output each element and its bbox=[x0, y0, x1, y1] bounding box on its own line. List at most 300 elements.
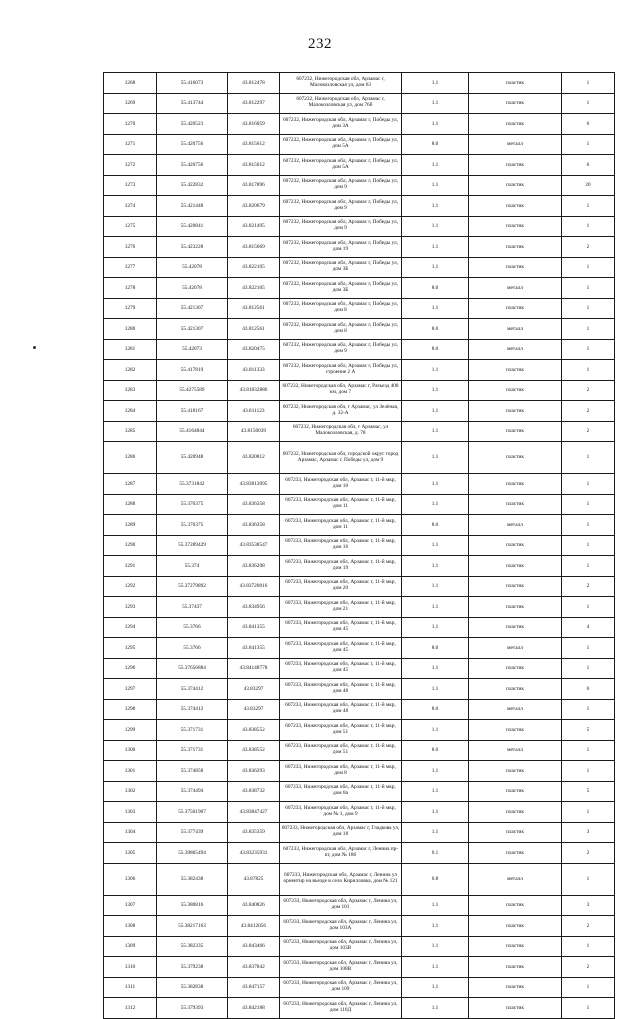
latitude-cell: 55.42078 bbox=[157, 278, 228, 299]
count-cell: 5 bbox=[562, 720, 615, 741]
count-cell: 1 bbox=[562, 556, 615, 577]
address-cell: 607232, Нижегородская обл, Арзамас г, Победы ул, дом 9 bbox=[280, 216, 402, 237]
table-row bbox=[104, 319, 615, 340]
table-row bbox=[104, 216, 615, 237]
address-cell: 607232, Нижегородская обл, Арзамас г, Победы ул, дом 9 bbox=[280, 175, 402, 196]
count-cell: 2 bbox=[562, 237, 615, 258]
table-row bbox=[104, 339, 615, 360]
count-cell: 1 bbox=[562, 658, 615, 679]
table-row bbox=[104, 977, 615, 998]
latitude-cell: 55.37279892 bbox=[157, 576, 228, 597]
latitude-cell: 55.422832 bbox=[157, 175, 228, 196]
volume-cell: 1.1 bbox=[402, 114, 469, 135]
row-number-cell: 1305 bbox=[104, 843, 157, 864]
address-cell: 607233, Нижегородская обл, Арзамас г, 11-й мкр, дом 45 bbox=[280, 617, 402, 638]
latitude-cell: 55.420523 bbox=[157, 114, 228, 135]
table-row bbox=[104, 597, 615, 618]
material-cell: пластик bbox=[469, 843, 562, 864]
address-cell: 607233, Нижегородская обл, Арзамас г, 11-й мкр, дом 45 bbox=[280, 638, 402, 659]
address-cell: 607233, Нижегородская обл, Арзамас г, 11-й мкр, дом 45 bbox=[280, 658, 402, 679]
longitude-cell: 43.83538547 bbox=[228, 535, 280, 556]
longitude-cell: 43.843466 bbox=[228, 936, 280, 957]
row-number-cell: 1268 bbox=[104, 73, 157, 94]
count-cell: 1 bbox=[562, 474, 615, 495]
count-cell: 1 bbox=[562, 298, 615, 319]
material-cell: пластик bbox=[469, 998, 562, 1019]
count-cell: 1 bbox=[562, 442, 615, 474]
count-cell: 5 bbox=[562, 781, 615, 802]
volume-cell: 1.1 bbox=[402, 802, 469, 823]
row-number-cell: 1283 bbox=[104, 380, 157, 401]
row-number-cell: 1310 bbox=[104, 957, 157, 978]
longitude-cell: 43.815612 bbox=[228, 155, 280, 176]
volume-cell: 1.1 bbox=[402, 442, 469, 474]
material-cell: металл bbox=[469, 319, 562, 340]
row-number-cell: 1291 bbox=[104, 556, 157, 577]
count-cell: 1 bbox=[562, 535, 615, 556]
row-number-cell: 1281 bbox=[104, 339, 157, 360]
count-cell: 1 bbox=[562, 73, 615, 94]
latitude-cell: 55.382838 bbox=[157, 977, 228, 998]
address-cell: 607232, Нижегородская обл, Арзамас г, Победы ул, дом 9 bbox=[280, 196, 402, 217]
table-row bbox=[104, 720, 615, 741]
material-cell: пластик bbox=[469, 114, 562, 135]
latitude-cell: 55.38217163 bbox=[157, 916, 228, 937]
row-number-cell: 1284 bbox=[104, 401, 157, 422]
volume-cell: 8.0 bbox=[402, 319, 469, 340]
address-cell: 607233, Нижегородская обл, Арзамас г, Ленина ул, дом 101 bbox=[280, 895, 402, 916]
count-cell: 1 bbox=[562, 597, 615, 618]
count-cell: 6 bbox=[562, 114, 615, 135]
volume-cell: 1.1 bbox=[402, 895, 469, 916]
table-body bbox=[104, 73, 615, 1019]
material-cell: пластик bbox=[469, 895, 562, 916]
address-cell: 607233, Нижегородская обл, Арзамас г, 11-й мкр, дом 11 bbox=[280, 494, 402, 515]
longitude-cell: 43.811333 bbox=[228, 360, 280, 381]
address-cell: 607232, Нижегородская обл, Арзамас г, Разъезд 408 км, дом 7 bbox=[280, 380, 402, 401]
address-cell: 607232, Нижегородская обл, Арзамас г, Победы ул, дом 3Б bbox=[280, 278, 402, 299]
count-cell: 1 bbox=[562, 802, 615, 823]
latitude-cell: 55.420948 bbox=[157, 442, 228, 474]
material-cell: металл bbox=[469, 515, 562, 536]
longitude-cell: 43.815612 bbox=[228, 134, 280, 155]
address-cell: 607233, Нижегородская обл, Арзамас г, 11-й мкр, дом 8 bbox=[280, 761, 402, 782]
count-cell: 1 bbox=[562, 216, 615, 237]
count-cell: 2 bbox=[562, 916, 615, 937]
count-cell: 2 bbox=[562, 421, 615, 442]
count-cell: 1 bbox=[562, 977, 615, 998]
latitude-cell: 55.382438 bbox=[157, 863, 228, 895]
volume-cell: 1.1 bbox=[402, 474, 469, 495]
latitude-cell: 55.379393 bbox=[157, 998, 228, 1019]
volume-cell: 1.1 bbox=[402, 916, 469, 937]
material-cell: пластик bbox=[469, 977, 562, 998]
longitude-cell: 43.837842 bbox=[228, 957, 280, 978]
longitude-cell: 43.836358 bbox=[228, 494, 280, 515]
volume-cell: 1.1 bbox=[402, 237, 469, 258]
table-row bbox=[104, 175, 615, 196]
count-cell: 6 bbox=[562, 679, 615, 700]
table-row bbox=[104, 114, 615, 135]
longitude-cell: 43.838552 bbox=[228, 720, 280, 741]
material-cell: пластик bbox=[469, 916, 562, 937]
table-row bbox=[104, 781, 615, 802]
count-cell: 1 bbox=[562, 740, 615, 761]
material-cell: пластик bbox=[469, 802, 562, 823]
row-number-cell: 1298 bbox=[104, 699, 157, 720]
count-cell: 1 bbox=[562, 936, 615, 957]
volume-cell: 1.1 bbox=[402, 175, 469, 196]
count-cell: 2 bbox=[562, 957, 615, 978]
address-cell: 607232, Нижегородская обл, Арзамас г, Победы ул, строение 2 А bbox=[280, 360, 402, 381]
latitude-cell: 55.413744 bbox=[157, 93, 228, 114]
material-cell: пластик bbox=[469, 617, 562, 638]
count-cell: 2 bbox=[562, 576, 615, 597]
longitude-cell: 43.838732 bbox=[228, 781, 280, 802]
volume-cell: 1.1 bbox=[402, 196, 469, 217]
volume-cell: 0.1 bbox=[402, 843, 469, 864]
row-number-cell: 1296 bbox=[104, 658, 157, 679]
longitude-cell: 43.83235931 bbox=[228, 843, 280, 864]
address-cell: 607233, Нижегородская обл, Арзамас г, 11-й мкр, дом 16 bbox=[280, 535, 402, 556]
material-cell: пластик bbox=[469, 401, 562, 422]
table-row bbox=[104, 895, 615, 916]
material-cell: пластик bbox=[469, 474, 562, 495]
row-number-cell: 1277 bbox=[104, 257, 157, 278]
table-row bbox=[104, 474, 615, 495]
table-row bbox=[104, 699, 615, 720]
volume-cell: 8.0 bbox=[402, 638, 469, 659]
row-number-cell: 1285 bbox=[104, 421, 157, 442]
latitude-cell: 55.382335 bbox=[157, 936, 228, 957]
material-cell: пластик bbox=[469, 421, 562, 442]
material-cell: пластик bbox=[469, 658, 562, 679]
row-number-cell: 1272 bbox=[104, 155, 157, 176]
address-cell: 607232, Нижегородская обл, Арзамас г, Победы ул, дом 3А bbox=[280, 114, 402, 135]
material-cell: пластик bbox=[469, 761, 562, 782]
row-number-cell: 1292 bbox=[104, 576, 157, 597]
material-cell: металл bbox=[469, 740, 562, 761]
material-cell: пластик bbox=[469, 936, 562, 957]
row-number-cell: 1299 bbox=[104, 720, 157, 741]
row-number-cell: 1289 bbox=[104, 515, 157, 536]
latitude-cell: 55.37501907 bbox=[157, 802, 228, 823]
material-cell: пластик bbox=[469, 257, 562, 278]
material-cell: металл bbox=[469, 638, 562, 659]
material-cell: пластик bbox=[469, 155, 562, 176]
material-cell: пластик bbox=[469, 196, 562, 217]
address-cell: 607232, Нижегородская обл, г Арзамас, ул Зелёная, д. 32-А bbox=[280, 401, 402, 422]
container-sites-table bbox=[103, 72, 615, 1019]
address-cell: 607232, Нижегородская обл, Арзамас г, Победы ул, дом 9 bbox=[280, 339, 402, 360]
volume-cell: 1.1 bbox=[402, 421, 469, 442]
table-row bbox=[104, 380, 615, 401]
longitude-cell: 43.83297 bbox=[228, 699, 280, 720]
latitude-cell: 55.374412 bbox=[157, 679, 228, 700]
table-row bbox=[104, 494, 615, 515]
volume-cell: 1.1 bbox=[402, 936, 469, 957]
longitude-cell: 43.836208 bbox=[228, 556, 280, 577]
table-row bbox=[104, 556, 615, 577]
longitude-cell: 43.812297 bbox=[228, 93, 280, 114]
count-cell: 1 bbox=[562, 257, 615, 278]
count-cell: 1 bbox=[562, 494, 615, 515]
address-cell: 607233, Нижегородская обл, Арзамас г, 11-й мкр, дом 48 bbox=[280, 699, 402, 720]
material-cell: пластик bbox=[469, 597, 562, 618]
count-cell: 1 bbox=[562, 699, 615, 720]
address-cell: 607232, Нижегородская обл, Арзамас г, Победы ул, дом 8 bbox=[280, 298, 402, 319]
row-number-cell: 1295 bbox=[104, 638, 157, 659]
volume-cell: 8.0 bbox=[402, 699, 469, 720]
count-cell: 1 bbox=[562, 278, 615, 299]
latitude-cell: 55.4164844 bbox=[157, 421, 228, 442]
volume-cell: 1.1 bbox=[402, 494, 469, 515]
material-cell: пластик bbox=[469, 216, 562, 237]
latitude-cell: 55.417819 bbox=[157, 360, 228, 381]
row-number-cell: 1300 bbox=[104, 740, 157, 761]
table-row bbox=[104, 761, 615, 782]
table-row bbox=[104, 957, 615, 978]
row-number-cell: 1275 bbox=[104, 216, 157, 237]
material-cell: металл bbox=[469, 699, 562, 720]
latitude-cell: 55.416073 bbox=[157, 73, 228, 94]
latitude-cell: 55.42078 bbox=[157, 257, 228, 278]
row-number-cell: 1297 bbox=[104, 679, 157, 700]
row-number-cell: 1293 bbox=[104, 597, 157, 618]
row-number-cell: 1286 bbox=[104, 442, 157, 474]
material-cell: пластик bbox=[469, 237, 562, 258]
material-cell: металл bbox=[469, 134, 562, 155]
longitude-cell: 43.812561 bbox=[228, 298, 280, 319]
material-cell: металл bbox=[469, 278, 562, 299]
scan-speck bbox=[33, 346, 36, 349]
longitude-cell: 43.812478 bbox=[228, 73, 280, 94]
table-row bbox=[104, 916, 615, 937]
material-cell: пластик bbox=[469, 380, 562, 401]
address-cell: 607233, Нижегородская обл, Арзамас г, 11-й мкр, дом 8а bbox=[280, 781, 402, 802]
material-cell: металл bbox=[469, 339, 562, 360]
row-number-cell: 1279 bbox=[104, 298, 157, 319]
table-row bbox=[104, 638, 615, 659]
table-row bbox=[104, 998, 615, 1019]
count-cell: 1 bbox=[562, 761, 615, 782]
material-cell: пластик bbox=[469, 781, 562, 802]
address-cell: 607233, Нижегородская обл, Арзамас г, Ленина ул, дом 103В bbox=[280, 936, 402, 957]
row-number-cell: 1309 bbox=[104, 936, 157, 957]
address-cell: 607233, Нижегородская обл, Арзамас г, 11-й мкр, дом 51 bbox=[280, 740, 402, 761]
table-row bbox=[104, 442, 615, 474]
volume-cell: 1.1 bbox=[402, 977, 469, 998]
address-cell: 607232, Нижегородская обл, Арзамас г, Малокозловская ул, дом 63 bbox=[280, 73, 402, 94]
material-cell: пластик bbox=[469, 494, 562, 515]
longitude-cell: 43.842188 bbox=[228, 998, 280, 1019]
table-row bbox=[104, 936, 615, 957]
material-cell: пластик bbox=[469, 73, 562, 94]
count-cell: 1 bbox=[562, 638, 615, 659]
material-cell: пластик bbox=[469, 679, 562, 700]
address-cell: 607233, Нижегородская обл, Арзамас г, Ленина ул, дом 110Д bbox=[280, 998, 402, 1019]
latitude-cell: 55.3766 bbox=[157, 638, 228, 659]
row-number-cell: 1302 bbox=[104, 781, 157, 802]
latitude-cell: 55.42073 bbox=[157, 339, 228, 360]
address-cell: 607233, Нижегородская обл, Арзамас г, 11-й мкр, дом 48 bbox=[280, 679, 402, 700]
count-cell: 20 bbox=[562, 175, 615, 196]
count-cell: 2 bbox=[562, 401, 615, 422]
latitude-cell: 55.418167 bbox=[157, 401, 228, 422]
material-cell: пластик bbox=[469, 720, 562, 741]
longitude-cell: 43.83813095 bbox=[228, 474, 280, 495]
row-number-cell: 1290 bbox=[104, 535, 157, 556]
address-cell: 607232, Нижегородская обл, городской округ город Арзамас, Арзамас г, Победы ул, дом 9 bbox=[280, 442, 402, 474]
count-cell: 1 bbox=[562, 339, 615, 360]
volume-cell: 1.1 bbox=[402, 401, 469, 422]
latitude-cell: 55.37656884 bbox=[157, 658, 228, 679]
row-number-cell: 1287 bbox=[104, 474, 157, 495]
latitude-cell: 55.421307 bbox=[157, 298, 228, 319]
latitude-cell: 55.37289429 bbox=[157, 535, 228, 556]
latitude-cell: 55.376375 bbox=[157, 515, 228, 536]
row-number-cell: 1307 bbox=[104, 895, 157, 916]
address-cell: 607233, Нижегородская обл, Арзамас г, Ленина пр-кт, дом № 186 bbox=[280, 843, 402, 864]
table-row bbox=[104, 863, 615, 895]
address-cell: 607232, Нижегородская обл, Арзамас г, Победы ул, дом 3Б bbox=[280, 257, 402, 278]
address-cell: 607233, Нижегородская обл, Арзамас г, Гладкова ул, дом 18 bbox=[280, 822, 402, 843]
longitude-cell: 43.822105 bbox=[228, 257, 280, 278]
latitude-cell: 55.374412 bbox=[157, 699, 228, 720]
address-cell: 607232, Нижегородская обл, г Арзамас, ул Малокозловская, д. 78 bbox=[280, 421, 402, 442]
row-number-cell: 1273 bbox=[104, 175, 157, 196]
volume-cell: 1.1 bbox=[402, 535, 469, 556]
longitude-cell: 43.817896 bbox=[228, 175, 280, 196]
table-row bbox=[104, 237, 615, 258]
longitude-cell: 43.836358 bbox=[228, 515, 280, 536]
longitude-cell: 43.834956 bbox=[228, 597, 280, 618]
address-cell: 607233, Нижегородская обл, Арзамас г, 11-й мкр, дом 51 bbox=[280, 720, 402, 741]
volume-cell: 1.1 bbox=[402, 556, 469, 577]
volume-cell: 1.1 bbox=[402, 822, 469, 843]
row-number-cell: 1276 bbox=[104, 237, 157, 258]
latitude-cell: 55.421448 bbox=[157, 196, 228, 217]
address-cell: 607232, Нижегородская обл, Арзамас г, Победы ул, дом 5А bbox=[280, 134, 402, 155]
volume-cell: 1.1 bbox=[402, 761, 469, 782]
table-row bbox=[104, 93, 615, 114]
longitude-cell: 43.84148778 bbox=[228, 658, 280, 679]
latitude-cell: 55.377439 bbox=[157, 822, 228, 843]
count-cell: 1 bbox=[562, 515, 615, 536]
longitude-cell: 43.841355 bbox=[228, 638, 280, 659]
address-cell: 607233, Нижегородская обл, Арзамас г, Ленина ул, дом 109 bbox=[280, 977, 402, 998]
latitude-cell: 55.374494 bbox=[157, 781, 228, 802]
row-number-cell: 1270 bbox=[104, 114, 157, 135]
page-number: 232 bbox=[308, 36, 332, 52]
volume-cell: 1.1 bbox=[402, 998, 469, 1019]
address-cell: 607233, Нижегородская обл, Арзамас г, Ленина ул, дом 103А bbox=[280, 916, 402, 937]
count-cell: 2 bbox=[562, 843, 615, 864]
latitude-cell: 55.3766 bbox=[157, 617, 228, 638]
count-cell: 6 bbox=[562, 155, 615, 176]
count-cell: 1 bbox=[562, 319, 615, 340]
longitude-cell: 43.820679 bbox=[228, 196, 280, 217]
volume-cell: 0.8 bbox=[402, 863, 469, 895]
volume-cell: 8.0 bbox=[402, 339, 469, 360]
volume-cell: 1.1 bbox=[402, 597, 469, 618]
table-row bbox=[104, 535, 615, 556]
longitude-cell: 43.836293 bbox=[228, 761, 280, 782]
table-row bbox=[104, 658, 615, 679]
latitude-cell: 55.371731 bbox=[157, 720, 228, 741]
table-row bbox=[104, 155, 615, 176]
row-number-cell: 1282 bbox=[104, 360, 157, 381]
latitude-cell: 55.380816 bbox=[157, 895, 228, 916]
count-cell: 1 bbox=[562, 134, 615, 155]
count-cell: 1 bbox=[562, 196, 615, 217]
table-row bbox=[104, 278, 615, 299]
volume-cell: 1.1 bbox=[402, 380, 469, 401]
latitude-cell: 55.420756 bbox=[157, 134, 228, 155]
row-number-cell: 1278 bbox=[104, 278, 157, 299]
volume-cell: 1.1 bbox=[402, 298, 469, 319]
longitude-cell: 43.83297 bbox=[228, 679, 280, 700]
material-cell: пластик bbox=[469, 298, 562, 319]
longitude-cell: 43.83720016 bbox=[228, 576, 280, 597]
table-row bbox=[104, 576, 615, 597]
address-cell: 607233, Нижегородская обл, Арзамас г, 11-й мкр, дом 10 bbox=[280, 474, 402, 495]
volume-cell: 1.1 bbox=[402, 720, 469, 741]
longitude-cell: 43.847157 bbox=[228, 977, 280, 998]
table-row bbox=[104, 73, 615, 94]
longitude-cell: 43.816059 bbox=[228, 114, 280, 135]
volume-cell: 1.1 bbox=[402, 957, 469, 978]
address-cell: 607233, Нижегородская обл, Арзамас г, 11-й мкр, дом № 1, дом 9 bbox=[280, 802, 402, 823]
latitude-cell: 55.4275589 bbox=[157, 380, 228, 401]
material-cell: пластик bbox=[469, 822, 562, 843]
latitude-cell: 55.39865494 bbox=[157, 843, 228, 864]
longitude-cell: 43.83847427 bbox=[228, 802, 280, 823]
row-number-cell: 1301 bbox=[104, 761, 157, 782]
latitude-cell: 55.420841 bbox=[157, 216, 228, 237]
longitude-cell: 43.821495 bbox=[228, 216, 280, 237]
row-number-cell: 1288 bbox=[104, 494, 157, 515]
table-row bbox=[104, 740, 615, 761]
volume-cell: 8.0 bbox=[402, 515, 469, 536]
table-row bbox=[104, 134, 615, 155]
address-cell: 607233, Нижегородская обл, Арзамас г, 11-й мкр, дом 21 bbox=[280, 597, 402, 618]
material-cell: пластик bbox=[469, 442, 562, 474]
table-row bbox=[104, 843, 615, 864]
longitude-cell: 43.812561 bbox=[228, 319, 280, 340]
count-cell: 4 bbox=[562, 617, 615, 638]
table-row bbox=[104, 679, 615, 700]
table-row bbox=[104, 257, 615, 278]
longitude-cell: 43.815669 bbox=[228, 237, 280, 258]
table-row bbox=[104, 421, 615, 442]
longitude-cell: 43.820812 bbox=[228, 442, 280, 474]
longitude-cell: 43.820475 bbox=[228, 339, 280, 360]
volume-cell: 1.1 bbox=[402, 781, 469, 802]
table-row bbox=[104, 802, 615, 823]
longitude-cell: 43.87825 bbox=[228, 863, 280, 895]
longitude-cell: 43.822105 bbox=[228, 278, 280, 299]
row-number-cell: 1280 bbox=[104, 319, 157, 340]
latitude-cell: 55.374858 bbox=[157, 761, 228, 782]
longitude-cell: 43.8150039 bbox=[228, 421, 280, 442]
material-cell: пластик bbox=[469, 93, 562, 114]
volume-cell: 1.1 bbox=[402, 679, 469, 700]
longitude-cell: 43.841355 bbox=[228, 617, 280, 638]
count-cell: 2 bbox=[562, 380, 615, 401]
material-cell: пластик bbox=[469, 360, 562, 381]
volume-cell: 8.0 bbox=[402, 740, 469, 761]
